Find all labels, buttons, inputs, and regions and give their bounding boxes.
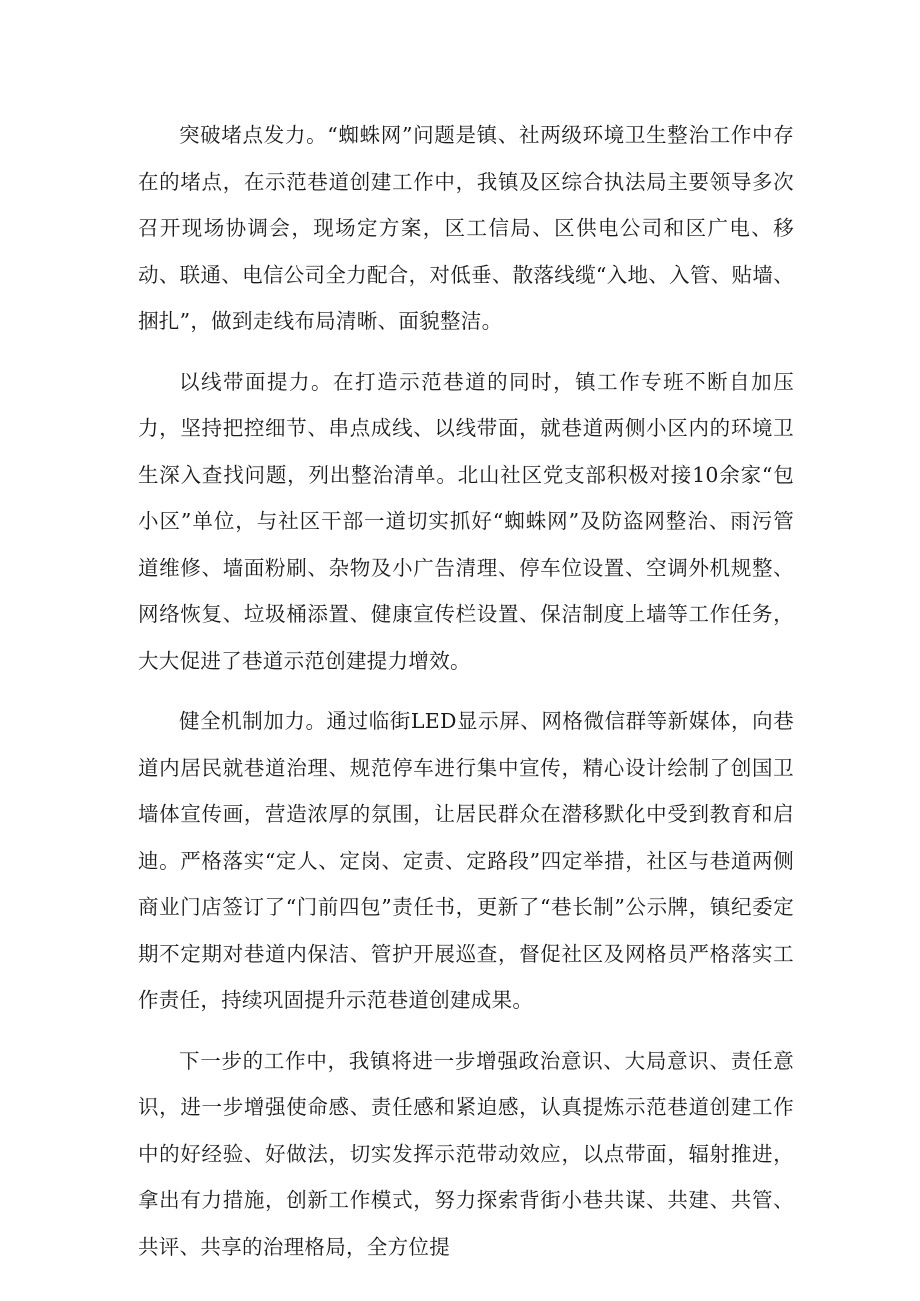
- paragraph-next-steps: 下一步的工作中，我镇将进一步增强政治意识、大局意识、责任意识，进一步增强使命感、责任感和紧迫感，认真提炼示范巷道创建工作中的好经验、好做法，切实发挥示范带动效应，以点带面，辐射推进，拿出有力措施，创新工作模式，努力探索背街小巷共谋、共建、共管、共评、共享的治理格局，全方位提: [138, 1048, 794, 1259]
- document-body: [138, 112, 794, 1284]
- paragraph-mechanism: 健全机制加力。通过临街LED显示屏、网格微信群等新媒体，向巷道内居民就巷道治理、规范停车进行集中宣传，精心设计绘制了创国卫墙体宣传画，营造浓厚的氛围，让居民群众在潜移默化中受到教育和启迪。严格落实“定人、定岗、定责、定路段”四定举措，社区与巷道两侧商业门店签订了“门前四包”责任书，更新了“巷长制”公示牌，镇纪委定期不定期对巷道内保洁、管护开展巡查，督促社区及网格员严格落实工作责任，持续巩固提升示范巷道创建成果。: [138, 709, 794, 1012]
- paragraph-breakthrough: 突破堵点发力。“蜘蛛网”问题是镇、社两级环境卫生整治工作中存在的堵点，在示范巷道创建工作中，我镇及区综合执法局主要领导多次召开现场协调会，现场定方案，区工信局、区供电公司和区广电、移动、联通、电信公司全力配合，对低垂、散落线缆“入地、入管、贴墙、捆扎”，做到走线布局清晰、面貌整洁。: [138, 123, 794, 333]
- paragraph-line-to-surface: 以线带面提力。在打造示范巷道的同时，镇工作专班不断自加压力，坚持把控细节、串点成线、以线带面，就巷道两侧小区内的环境卫生深入查找问题，列出整治清单。北山社区党支部积极对接10余家“包小区”单位，与社区干部一道切实抓好“蜘蛛网”及防盗网整治、雨污管道维修、墙面粉刷、杂物及小广告清理、停车位设置、空调外机规整、网络恢复、垃圾桶添置、健康宣传栏设置、保洁制度上墙等工作任务，大大促进了巷道示范创建提力增效。: [138, 369, 794, 673]
